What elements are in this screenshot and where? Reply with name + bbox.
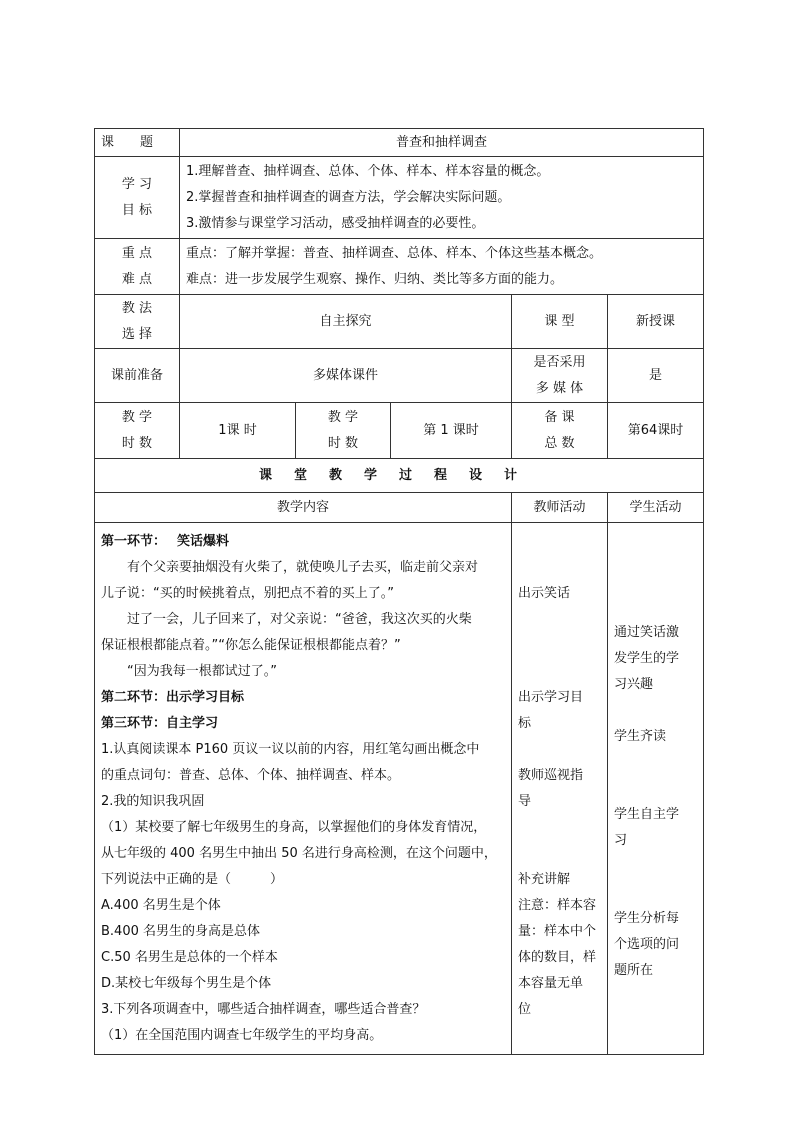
teacher-item: 注意：样本容: [518, 897, 597, 913]
method-label: 教 法 选 择: [95, 295, 180, 349]
teacher-item: 补充讲解: [518, 871, 571, 887]
hours-value: 1课 时: [180, 403, 296, 459]
total-value: 第64课时: [608, 403, 704, 459]
teacher-item: 量：样本中个: [518, 923, 597, 939]
hours2-label: 教 学 时 数: [296, 403, 391, 459]
study-line: 下列说法中正确的是（ ）: [101, 871, 284, 887]
teacher-item: 体的数目，样: [518, 949, 597, 965]
topic-value: 普查和抽样调查: [180, 129, 704, 157]
prep-value: 多媒体课件: [180, 349, 512, 403]
objective-item: 2.掌握普查和抽样调查的调查方法，学会解决实际问题。: [186, 189, 511, 205]
study-line: （1）在全国范围内调查七年级学生的平均身高。: [101, 1027, 383, 1043]
column-header-student: 学生活动: [608, 493, 704, 523]
teacher-item: 本容量无单: [518, 975, 584, 991]
option-d: D.某校七年级每个男生是个体: [101, 975, 272, 991]
study-line: 2.我的知识我巩固: [101, 793, 205, 809]
joke-line: 过了一会，儿子回来了，对父亲说：“爸爸，我这次买的火柴: [127, 611, 472, 627]
stage3-title: 第三环节：自主学习: [101, 715, 219, 731]
student-item: 学生分析每: [614, 910, 680, 926]
student-item: 题所在: [614, 962, 654, 978]
study-line: （1）某校要了解七年级男生的身高，以掌握他们的身体发育情况，: [101, 819, 487, 835]
keypoints-list: [180, 239, 704, 295]
student-item: 习兴趣: [614, 676, 654, 692]
study-line: 从七年级的 400 名男生中抽出 50 名进行身高检测，在这个问题中，: [101, 845, 497, 861]
keypoint-item: 重点：了解并掌握：普查、抽样调查、总体、样本、个体这些基本概念。: [186, 245, 603, 261]
student-item: 发学生的学: [614, 650, 680, 666]
keypoints-label: 重 点 难 点: [95, 239, 180, 295]
process-title: 课堂教学过程设计: [95, 459, 704, 493]
objective-item: 1.理解普查、抽样调查、总体、个体、样本、样本容量的概念。: [186, 163, 550, 179]
teacher-item: 出示笑话: [518, 585, 571, 601]
column-header-row: [95, 493, 704, 523]
process-title-row: [95, 459, 704, 493]
teacher-item: 导: [518, 793, 532, 809]
lesson-plan-table: [94, 128, 704, 1055]
teacher-activity: [512, 523, 608, 1055]
student-activity: [608, 523, 704, 1055]
joke-line: 有个父亲要抽烟没有火柴了，就使唤儿子去买，临走前父亲对: [127, 559, 479, 575]
objectives-list: [180, 157, 704, 239]
joke-line: “因为我每一根都试过了。”: [127, 663, 277, 679]
study-line: 1.认真阅读课本 P160 页议一议以前的内容，用红笔勾画出概念中: [101, 741, 480, 757]
joke-line: 保证根根都能点着。”“你怎么能保证根根都能点着？”: [101, 637, 401, 653]
lesson-type-label: 课 型: [512, 295, 608, 349]
student-item: 学生齐读: [614, 728, 667, 744]
method-value: 自主探究: [180, 295, 512, 349]
topic-row: [95, 129, 704, 157]
option-c: C.50 名男生是总体的一个样本: [101, 949, 278, 965]
objective-item: 3.激情参与课堂学习活动，感受抽样调查的必要性。: [186, 215, 485, 231]
student-item: 通过笑话激: [614, 624, 680, 640]
hours-label: 教 学 时 数: [95, 403, 180, 459]
stage2-title: 第二环节：出示学习目标: [101, 689, 245, 705]
process-body-row: [95, 523, 704, 1055]
teaching-content: [95, 523, 512, 1055]
objectives-row: [95, 157, 704, 239]
multimedia-value: 是: [608, 349, 704, 403]
column-header-content: 教学内容: [95, 493, 512, 523]
study-line: 3.下列各项调查中，哪些适合抽样调查，哪些适合普查？: [101, 1001, 426, 1017]
student-item: 学生自主学: [614, 806, 680, 822]
keypoint-item: 难点：进一步发展学生观察、操作、归纳、类比等多方面的能力。: [186, 271, 564, 287]
multimedia-label: 是否采用 多 媒 体: [512, 349, 608, 403]
keypoints-row: [95, 239, 704, 295]
method-row: [95, 295, 704, 349]
hours2-value: 第 1 课时: [391, 403, 512, 459]
objectives-label: 学 习 目 标: [95, 157, 180, 239]
student-item: 习: [614, 832, 628, 848]
column-header-teacher: 教师活动: [512, 493, 608, 523]
stage1-title: 第一环节： 笑话爆料: [101, 533, 230, 549]
student-item: 个选项的问: [614, 936, 680, 952]
teacher-item: 教师巡视指: [518, 767, 584, 783]
study-line: 的重点词句：普查、总体、个体、抽样调查、样本。: [101, 767, 401, 783]
teacher-item: 出示学习目: [518, 689, 584, 705]
lesson-type-value: 新授课: [608, 295, 704, 349]
prep-row: [95, 349, 704, 403]
teacher-item: 标: [518, 715, 532, 731]
teacher-item: 位: [518, 1001, 532, 1017]
topic-label: 课 题: [95, 129, 180, 157]
option-b: B.400 名男生的身高是总体: [101, 923, 260, 939]
hours-row: [95, 403, 704, 459]
joke-line: 儿子说：“买的时候挑着点，别把点不着的买上了。”: [101, 585, 394, 601]
prep-label: 课前准备: [95, 349, 180, 403]
option-a: A.400 名男生是个体: [101, 897, 221, 913]
total-label: 备 课 总 数: [512, 403, 608, 459]
